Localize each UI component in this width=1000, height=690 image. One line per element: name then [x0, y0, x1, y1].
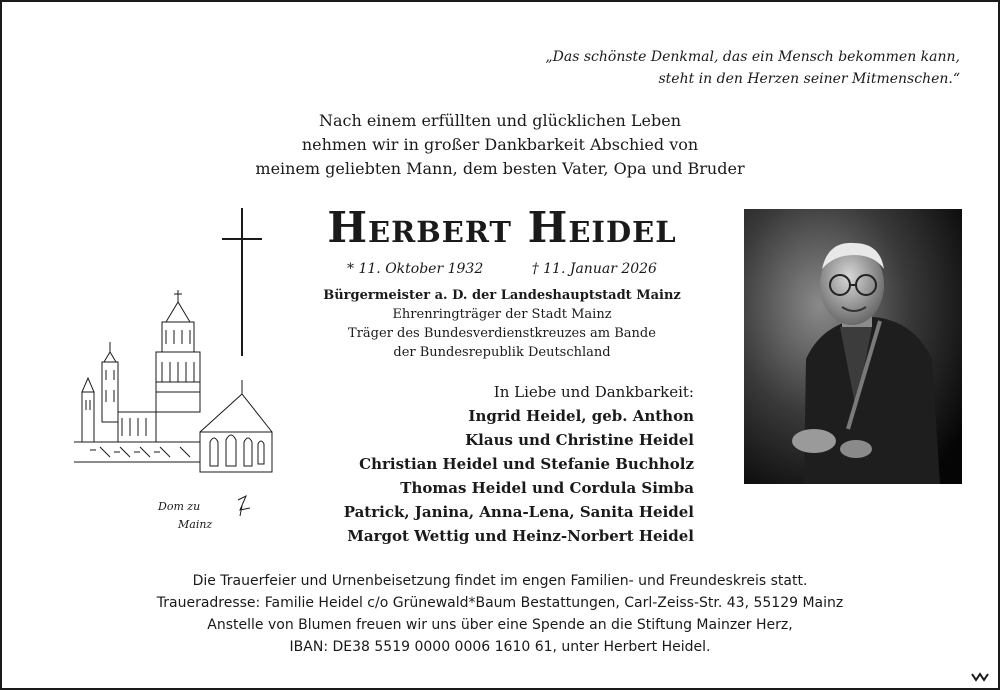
intro-line-3: meinem geliebten Mann, dem besten Vater, Opa und Bruder — [255, 159, 745, 178]
honor-title-4: der Bundesrepublik Deutschland — [393, 345, 611, 360]
mourner-name: Patrick, Janina, Anna-Lena, Sanita Heidel — [343, 503, 694, 521]
footer-line-4: IBAN: DE38 5519 0000 0006 1610 61, unter Herbert Heidel. — [289, 639, 711, 655]
death-date: † 11. Januar 2026 — [531, 261, 657, 277]
mourner-name: Christian Heidel und Stefanie Buchholz — [359, 455, 694, 473]
funeral-info — [2, 570, 998, 658]
quote-line-2: steht in den Herzen seiner Mitmenschen.“ — [658, 71, 960, 87]
corner-mark-icon — [970, 670, 992, 684]
portrait-photo — [744, 209, 962, 484]
signature-line-1: Dom zu — [158, 500, 201, 513]
footer-line-2: Traueradresse: Familie Heidel c/o Grünewald*Baum Bestattungen, Carl-Zeiss-Str. 43, 55129 Mainz — [156, 595, 844, 611]
mourner-name: Klaus und Christine Heidel — [465, 431, 694, 449]
footer-line-1: Die Trauerfeier und Urnenbeisetzung findet im engen Familien- und Freundeskreis statt. — [192, 573, 808, 589]
deceased-name: Herbert Heidel — [327, 203, 677, 252]
mourner-name: Thomas Heidel und Cordula Simba — [400, 479, 694, 497]
footer-line-3: Anstelle von Blumen freuen wir uns über eine Spende an die Stiftung Mainzer Herz, — [207, 617, 793, 633]
honor-title-1: Bürgermeister a. D. der Landeshauptstadt Mainz — [323, 288, 681, 303]
honor-title-3: Träger des Bundesverdienstkreuzes am Bande — [348, 326, 656, 341]
cathedral-drawing — [70, 282, 280, 482]
epigraph-quote — [545, 46, 960, 90]
mourners-list — [344, 380, 694, 548]
intro-line-2: nehmen wir in großer Dankbarkeit Abschied von — [301, 135, 699, 154]
birth-date: * 11. Oktober 1932 — [347, 261, 484, 277]
mourner-name: Ingrid Heidel, geb. Anthon — [468, 407, 694, 425]
signature-line-2: Mainz — [178, 518, 213, 531]
honors-list — [282, 286, 722, 362]
mourners-lead: In Liebe und Dankbarkeit: — [493, 383, 694, 401]
quote-line-1: „Das schönste Denkmal, das ein Mensch bekommen kann, — [545, 49, 960, 65]
intro-line-1: Nach einem erfüllten und glücklichen Leben — [318, 111, 682, 130]
intro-text — [2, 109, 998, 181]
mourner-name: Margot Wettig und Heinz-Norbert Heidel — [347, 527, 694, 545]
honor-title-2: Ehrenringträger der Stadt Mainz — [392, 307, 612, 322]
artist-signature — [152, 492, 262, 538]
life-dates — [282, 261, 722, 277]
